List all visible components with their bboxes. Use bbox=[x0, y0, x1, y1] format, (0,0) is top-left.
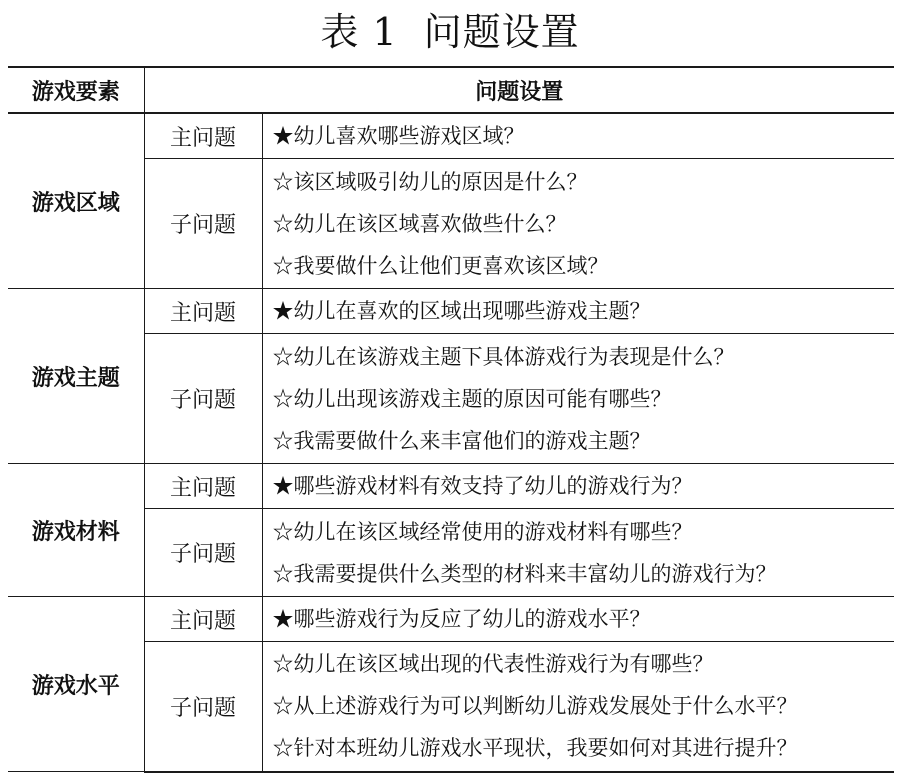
sub-question: ☆针对本班幼儿游戏水平现状，我要如何对其进行提升？ bbox=[272, 736, 798, 761]
main-question-text: ★哪些游戏材料有效支持了幼儿的游戏行为？ bbox=[272, 474, 693, 498]
main-question-text: ★哪些游戏行为反应了幼儿的游戏水平？ bbox=[272, 607, 651, 631]
sub-question: ☆幼儿在该区域喜欢做些什么？ bbox=[272, 211, 567, 236]
sub-question: ☆我要做什么让他们更喜欢该区域？ bbox=[272, 253, 609, 278]
sub-questions bbox=[262, 159, 894, 289]
table-row bbox=[8, 289, 894, 334]
element-cell: 游戏区域 bbox=[8, 113, 144, 289]
sub-question: ☆我需要做什么来丰富他们的游戏主题？ bbox=[272, 428, 651, 453]
sub-label: 子问题 bbox=[144, 642, 262, 772]
question-table bbox=[8, 66, 894, 773]
sub-label: 子问题 bbox=[144, 159, 262, 289]
main-question-text: ★幼儿在喜欢的区域出现哪些游戏主题？ bbox=[272, 299, 651, 323]
table-number: 表 1 bbox=[320, 10, 398, 54]
sub-question: ☆该区域吸引幼儿的原因是什么？ bbox=[272, 169, 588, 194]
sub-question: ☆我需要提供什么类型的材料来丰富幼儿的游戏行为？ bbox=[272, 561, 777, 586]
sub-question: ☆幼儿在该区域出现的代表性游戏行为有哪些？ bbox=[272, 652, 714, 677]
sub-question: ☆幼儿在该区域经常使用的游戏材料有哪些？ bbox=[272, 519, 693, 544]
sub-label: 子问题 bbox=[144, 334, 262, 464]
table-row bbox=[8, 113, 894, 159]
sub-questions bbox=[262, 642, 894, 772]
header-questions: 问题设置 bbox=[144, 67, 894, 113]
header-element: 游戏要素 bbox=[8, 67, 144, 113]
header-row bbox=[8, 67, 894, 113]
main-question bbox=[262, 464, 894, 509]
sub-question: ☆从上述游戏行为可以判断幼儿游戏发展处于什么水平？ bbox=[272, 694, 798, 719]
main-question bbox=[262, 289, 894, 334]
main-label: 主问题 bbox=[144, 113, 262, 159]
sub-questions bbox=[262, 509, 894, 597]
element-cell: 游戏主题 bbox=[8, 289, 144, 464]
main-question bbox=[262, 113, 894, 159]
table-title bbox=[0, 6, 900, 58]
main-label: 主问题 bbox=[144, 464, 262, 509]
sub-question: ☆幼儿出现该游戏主题的原因可能有哪些？ bbox=[272, 386, 672, 411]
sub-questions bbox=[262, 334, 894, 464]
element-cell: 游戏材料 bbox=[8, 464, 144, 597]
table-row bbox=[8, 597, 894, 642]
element-cell: 游戏水平 bbox=[8, 597, 144, 772]
main-question-text: ★幼儿喜欢哪些游戏区域？ bbox=[272, 124, 525, 148]
table-title-text: 问题设置 bbox=[423, 10, 580, 54]
sub-question: ☆幼儿在该游戏主题下具体游戏行为表现是什么？ bbox=[272, 344, 735, 369]
sub-label: 子问题 bbox=[144, 509, 262, 597]
main-label: 主问题 bbox=[144, 289, 262, 334]
main-question bbox=[262, 597, 894, 642]
main-label: 主问题 bbox=[144, 597, 262, 642]
table-row bbox=[8, 464, 894, 509]
